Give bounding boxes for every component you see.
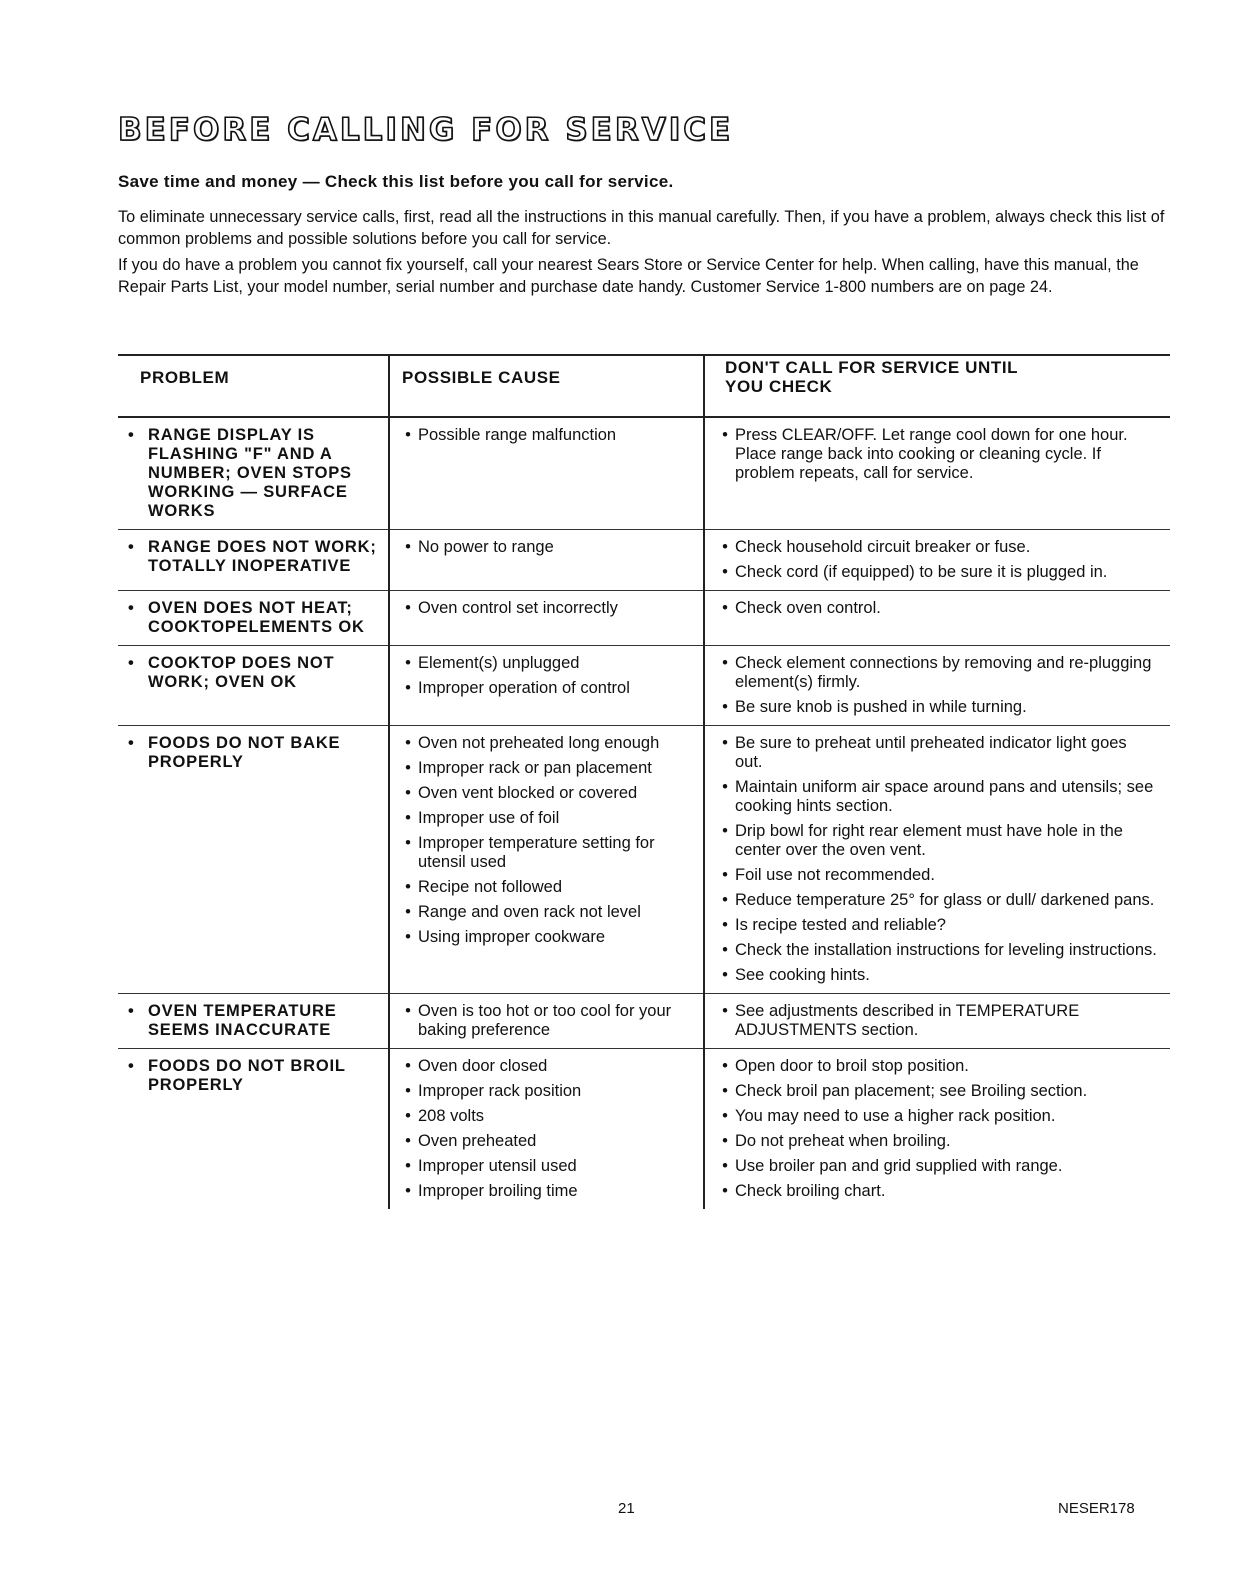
bullet-icon: • — [405, 599, 411, 617]
fix-text: Check cord (if equipped) to be sure it is plugged in. — [735, 563, 1108, 581]
fix-list — [705, 538, 1170, 582]
fix-list — [705, 654, 1170, 717]
intro-paragraph: To eliminate unnecessary service calls, first, read all the instructions in this manual carefully. Then, if you have a problem, always check this list of common problems and possible solutions before you call for service. — [118, 208, 1165, 248]
list-item — [715, 822, 1170, 860]
bullet-icon: • — [722, 698, 728, 716]
bullet-icon: • — [722, 1157, 728, 1175]
cause-text: Element(s) unplugged — [418, 654, 580, 672]
fix-cell — [704, 530, 1170, 591]
problem-cell — [118, 530, 389, 591]
problem-cell — [118, 1049, 389, 1210]
fix-text: You may need to use a higher rack position. — [735, 1107, 1056, 1125]
table-row — [118, 994, 1170, 1049]
list-item — [398, 903, 703, 922]
bullet-icon: • — [722, 1107, 728, 1125]
list-item — [715, 1082, 1170, 1101]
bullet-icon: • — [722, 891, 728, 909]
list-item — [715, 698, 1170, 717]
list-item — [398, 1182, 703, 1201]
fix-list — [705, 426, 1170, 483]
cause-cell — [389, 530, 704, 591]
problem-text: COOKTOP DOES NOT WORK; OVEN OK — [148, 654, 335, 691]
bullet-icon: • — [405, 903, 411, 921]
bullet-icon: • — [722, 734, 728, 752]
bullet-icon: • — [405, 759, 411, 777]
bullet-icon: • — [405, 809, 411, 827]
list-item — [398, 1002, 703, 1040]
cause-text: Recipe not followed — [418, 878, 563, 896]
list-item — [715, 599, 1170, 618]
bullet-icon: • — [405, 538, 411, 556]
intro-paragraph: If you do have a problem you cannot fix yourself, call your nearest Sears Store or Service Center for help. When calling, have this manual, the Repair Parts List, your model number, serial number and purchase date handy. Customer Service 1-800 numbers are on page 24. — [118, 256, 1139, 296]
fix-text: Be sure knob is pushed in while turning. — [735, 698, 1027, 716]
cause-text: Improper rack or pan placement — [418, 759, 652, 777]
troubleshooting-table — [118, 354, 1170, 1209]
list-item — [398, 759, 703, 778]
table-header-row — [118, 355, 1170, 417]
problem-text: OVEN DOES NOT HEAT; COOKTOPELEMENTS OK — [148, 599, 365, 636]
table-row — [118, 417, 1170, 530]
cause-list — [390, 1057, 703, 1201]
bullet-icon: • — [405, 654, 411, 672]
cause-text: Improper rack position — [418, 1082, 582, 1100]
bullet-icon: • — [405, 1132, 411, 1150]
list-item — [398, 1107, 703, 1126]
cause-cell — [389, 646, 704, 726]
fix-list — [705, 1002, 1170, 1040]
bullet-icon: • — [405, 878, 411, 896]
list-item — [715, 563, 1170, 582]
list-item — [398, 809, 703, 828]
fix-list — [705, 734, 1170, 985]
cause-text: Oven not preheated long enough — [418, 734, 660, 752]
bullet-icon: • — [405, 426, 411, 444]
list-item — [398, 928, 703, 947]
bullet-icon: • — [722, 778, 728, 796]
list-item — [715, 1157, 1170, 1176]
fix-text: Do not preheat when broiling. — [735, 1132, 951, 1150]
cause-cell — [389, 726, 704, 994]
cause-text: Improper broiling time — [418, 1182, 578, 1200]
cause-text: Oven control set incorrectly — [418, 599, 618, 617]
fix-cell — [704, 726, 1170, 994]
fix-cell — [704, 994, 1170, 1049]
cause-cell — [389, 994, 704, 1049]
list-item — [715, 1057, 1170, 1076]
cause-text: Range and oven rack not level — [418, 903, 641, 921]
page-number: 21 — [618, 1500, 635, 1517]
list-item — [398, 784, 703, 803]
fix-text: Press CLEAR/OFF. Let range cool down for one hour. Place range back into cooking or cleaning cycle. If problem repeats, call for service. — [735, 426, 1128, 482]
bullet-icon: • — [722, 654, 728, 672]
list-item — [398, 1157, 703, 1176]
list-item — [715, 891, 1170, 910]
list-item — [398, 599, 703, 618]
list-item — [715, 654, 1170, 692]
table-row — [118, 646, 1170, 726]
cause-text: Oven preheated — [418, 1132, 537, 1150]
bullet-icon: • — [722, 866, 728, 884]
list-item — [715, 426, 1170, 483]
fix-text: Check the installation instructions for leveling instructions. — [735, 941, 1157, 959]
cause-cell — [389, 1049, 704, 1210]
list-item — [715, 941, 1170, 960]
list-item — [398, 734, 703, 753]
fix-text: Drip bowl for right rear element must have hole in the center over the oven vent. — [735, 822, 1123, 859]
bullet-icon: • — [405, 1057, 411, 1075]
bullet-icon: • — [405, 1107, 411, 1125]
cause-text: Improper utensil used — [418, 1157, 577, 1175]
fix-text: Is recipe tested and reliable? — [735, 916, 946, 934]
table-row — [118, 726, 1170, 994]
bullet-icon: • — [405, 834, 411, 852]
table-row — [118, 591, 1170, 646]
fix-text: Check element connections by removing and re-plugging element(s) firmly. — [735, 654, 1152, 691]
bullet-icon: • — [722, 1132, 728, 1150]
cause-text: 208 volts — [418, 1107, 485, 1125]
list-item — [398, 679, 703, 698]
problem-text: FOODS DO NOT BAKE PROPERLY — [148, 734, 341, 771]
list-item — [715, 866, 1170, 885]
list-item — [715, 966, 1170, 985]
fix-list — [705, 599, 1170, 618]
bullet-icon: • — [405, 1182, 411, 1200]
problem-text: RANGE DISPLAY IS FLASHING "F" AND A NUMBER; OVEN STOPS WORKING — SURFACE WORKS — [148, 426, 352, 520]
list-item — [398, 426, 703, 445]
bullet-icon: • — [405, 784, 411, 802]
fix-cell — [704, 591, 1170, 646]
page-title: BEFORE CALLING FOR SERVICE — [118, 112, 734, 148]
cause-cell — [389, 417, 704, 530]
bullet-icon: • — [405, 1002, 411, 1020]
table-row — [118, 1049, 1170, 1210]
table-row — [118, 530, 1170, 591]
cause-text: Oven vent blocked or covered — [418, 784, 638, 802]
cause-list — [390, 538, 703, 557]
bullet-icon: • — [128, 1057, 135, 1075]
list-item — [398, 1132, 703, 1151]
bullet-icon: • — [405, 734, 411, 752]
fix-cell — [704, 646, 1170, 726]
cause-text: Improper temperature setting for utensil used — [418, 834, 655, 871]
cause-text: Improper use of foil — [418, 809, 560, 827]
bullet-icon: • — [405, 1082, 411, 1100]
bullet-icon: • — [128, 734, 135, 752]
table-body — [118, 417, 1170, 1209]
cause-list — [390, 734, 703, 947]
list-item — [715, 778, 1170, 816]
page-subtitle: Save time and money — Check this list before you call for service. — [118, 172, 674, 191]
cause-text: Using improper cookware — [418, 928, 606, 946]
fix-cell — [704, 1049, 1170, 1210]
cause-text: Oven door closed — [418, 1057, 548, 1075]
fix-text: Check broiling chart. — [735, 1182, 886, 1200]
header-possible-cause: POSSIBLE CAUSE — [389, 355, 704, 417]
cause-text: Possible range malfunction — [418, 426, 617, 444]
fix-text: Be sure to preheat until preheated indicator light goes out. — [735, 734, 1127, 771]
bullet-icon: • — [722, 941, 728, 959]
bullet-icon: • — [722, 599, 728, 617]
bullet-icon: • — [128, 538, 135, 556]
problem-text: OVEN TEMPERATURE SEEMS INACCURATE — [148, 1002, 337, 1039]
list-item — [715, 734, 1170, 772]
problem-text: FOODS DO NOT BROIL PROPERLY — [148, 1057, 346, 1094]
fix-text: Check oven control. — [735, 599, 881, 617]
cause-cell — [389, 591, 704, 646]
bullet-icon: • — [405, 1157, 411, 1175]
bullet-icon: • — [128, 1002, 135, 1020]
fix-text: See cooking hints. — [735, 966, 870, 984]
list-item — [715, 1132, 1170, 1151]
problem-text: RANGE DOES NOT WORK; TOTALLY INOPERATIVE — [148, 538, 377, 575]
header-dont-call — [704, 355, 1170, 417]
fix-text: Open door to broil stop position. — [735, 1057, 969, 1075]
fix-text: See adjustments described in TEMPERATURE ADJUSTMENTS section. — [735, 1002, 1080, 1039]
list-item — [398, 1057, 703, 1076]
bullet-icon: • — [128, 599, 135, 617]
list-item — [398, 878, 703, 897]
fix-text: Use broiler pan and grid supplied with range. — [735, 1157, 1063, 1175]
document-code: NESER178 — [1058, 1500, 1135, 1517]
fix-text: Maintain uniform air space around pans and utensils; see cooking hints section. — [735, 778, 1154, 815]
fix-cell — [704, 417, 1170, 530]
problem-cell — [118, 646, 389, 726]
problem-cell — [118, 994, 389, 1049]
list-item — [715, 916, 1170, 935]
cause-list — [390, 599, 703, 618]
cause-text: Oven is too hot or too cool for your baking preference — [418, 1002, 672, 1039]
fix-text: Reduce temperature 25° for glass or dull/ darkened pans. — [735, 891, 1155, 909]
list-item — [398, 654, 703, 673]
list-item — [715, 538, 1170, 557]
list-item — [398, 538, 703, 557]
fix-text: Check broil pan placement; see Broiling section. — [735, 1082, 1088, 1100]
problem-cell — [118, 591, 389, 646]
bullet-icon: • — [722, 426, 728, 444]
bullet-icon: • — [722, 1082, 728, 1100]
bullet-icon: • — [722, 1182, 728, 1200]
problem-cell — [118, 726, 389, 994]
fix-text: Check household circuit breaker or fuse. — [735, 538, 1031, 556]
cause-list — [390, 1002, 703, 1040]
problem-cell — [118, 417, 389, 530]
list-item — [715, 1002, 1170, 1040]
cause-list — [390, 426, 703, 445]
bullet-icon: • — [405, 679, 411, 697]
bullet-icon: • — [722, 966, 728, 984]
bullet-icon: • — [128, 426, 135, 444]
list-item — [398, 1082, 703, 1101]
list-item — [398, 834, 703, 872]
bullet-icon: • — [722, 538, 728, 556]
header-dont-call-text: DON'T CALL FOR SERVICE UNTIL YOU CHECK — [725, 358, 1018, 396]
bullet-icon: • — [722, 1002, 728, 1020]
bullet-icon: • — [722, 1057, 728, 1075]
bullet-icon: • — [722, 916, 728, 934]
fix-list — [705, 1057, 1170, 1201]
bullet-icon: • — [405, 928, 411, 946]
header-problem: PROBLEM — [118, 355, 389, 417]
cause-text: No power to range — [418, 538, 554, 556]
bullet-icon: • — [722, 822, 728, 840]
cause-list — [390, 654, 703, 698]
list-item — [715, 1107, 1170, 1126]
cause-text: Improper operation of control — [418, 679, 630, 697]
fix-text: Foil use not recommended. — [735, 866, 935, 884]
bullet-icon: • — [722, 563, 728, 581]
list-item — [715, 1182, 1170, 1201]
bullet-icon: • — [128, 654, 135, 672]
